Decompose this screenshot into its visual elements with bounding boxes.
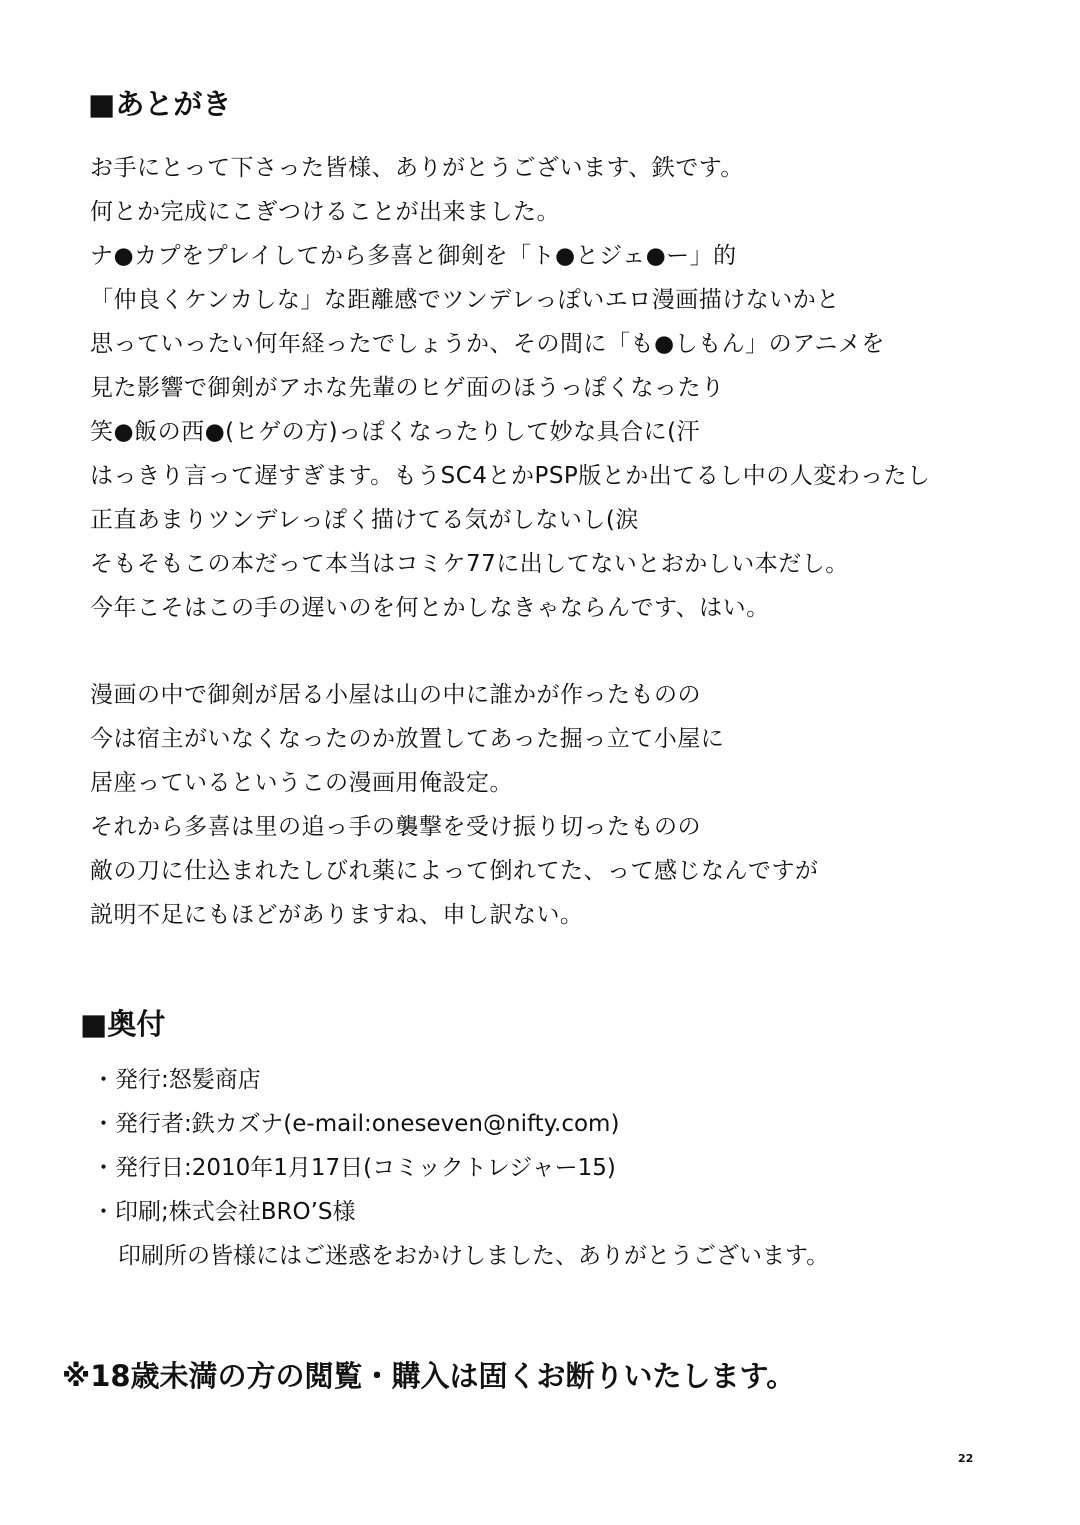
colophon-printer-note: 印刷所の皆様にはご迷惑をおかけしました、ありがとうございます。: [118, 1243, 830, 1269]
text-line: 「仲良くケンカしな」な距離感でツンデレっぽいエロ漫画描けないかと: [90, 287, 840, 313]
afterword-heading: ■あとがき: [88, 87, 232, 121]
colophon-printer: ・印刷;株式会社BRO’S様: [92, 1199, 356, 1225]
text-line: 敵の刀に仕込まれたしびれ薬によって倒れてた、って感じなんですが: [90, 858, 819, 884]
colophon-date: ・発行日:2010年1月17日(コミックトレジャー15): [92, 1155, 616, 1181]
text-line: 漫画の中で御剣が居る小屋は山の中に誰かが作ったものの: [90, 682, 701, 708]
text-line: 正直あまりツンデレっぽく描けてる気がしないし(涙: [90, 507, 639, 533]
text-line: 今年こそはこの手の遅いのを何とかしなきゃならんです、はい。: [90, 595, 770, 621]
text-line: そもそもこの本だって本当はコミケ77に出してないとおかしい本だし。: [90, 551, 849, 577]
text-line: 思っていったい何年経ったでしょうか、その間に「も●しもん」のアニメを: [90, 331, 885, 357]
text-line: はっきり言って遅すぎます。もうSC4とかPSP版とか出てるし中の人変わったし: [90, 463, 931, 489]
text-line: 何とか完成にこぎつけることが出来ました。: [90, 199, 560, 225]
text-line: 笑●飯の西●(ヒゲの方)っぽくなったりして妙な具合に(汗: [90, 419, 701, 445]
text-line: お手にとって下さった皆様、ありがとうございます、鉄です。: [90, 155, 744, 181]
text-line: それから多喜は里の追っ手の襲撃を受け振り切ったものの: [90, 814, 701, 840]
colophon-publisher: ・発行:怒髪商店: [92, 1067, 261, 1093]
text-line: 今は宿主がいなくなったのか放置してあった掘っ立て小屋に: [90, 726, 725, 752]
text-line: 説明不足にもほどがありますね、申し訳ない。: [90, 902, 584, 928]
colophon-heading: ■奥付: [80, 1007, 166, 1041]
colophon-author: ・発行者:鉄カズナ(e-mail:oneseven@nifty.com): [92, 1111, 620, 1137]
afterword-paragraph-1: [90, 146, 931, 630]
afterword-paragraph-2: [90, 673, 819, 937]
page-number: 22: [958, 1452, 974, 1465]
age-restriction-warning: ※18歳未満の方の閲覧・購入は固くお断りいたします。: [62, 1359, 796, 1393]
text-line: ナ●カプをプレイしてから多喜と御剣を「ト●とジェ●ー」的: [90, 243, 737, 269]
text-line: 見た影響で御剣がアホな先輩のヒゲ面のほうっぽくなったり: [90, 375, 725, 401]
colophon-list: [92, 1058, 829, 1278]
text-line: 居座っているというこの漫画用俺設定。: [90, 770, 513, 796]
